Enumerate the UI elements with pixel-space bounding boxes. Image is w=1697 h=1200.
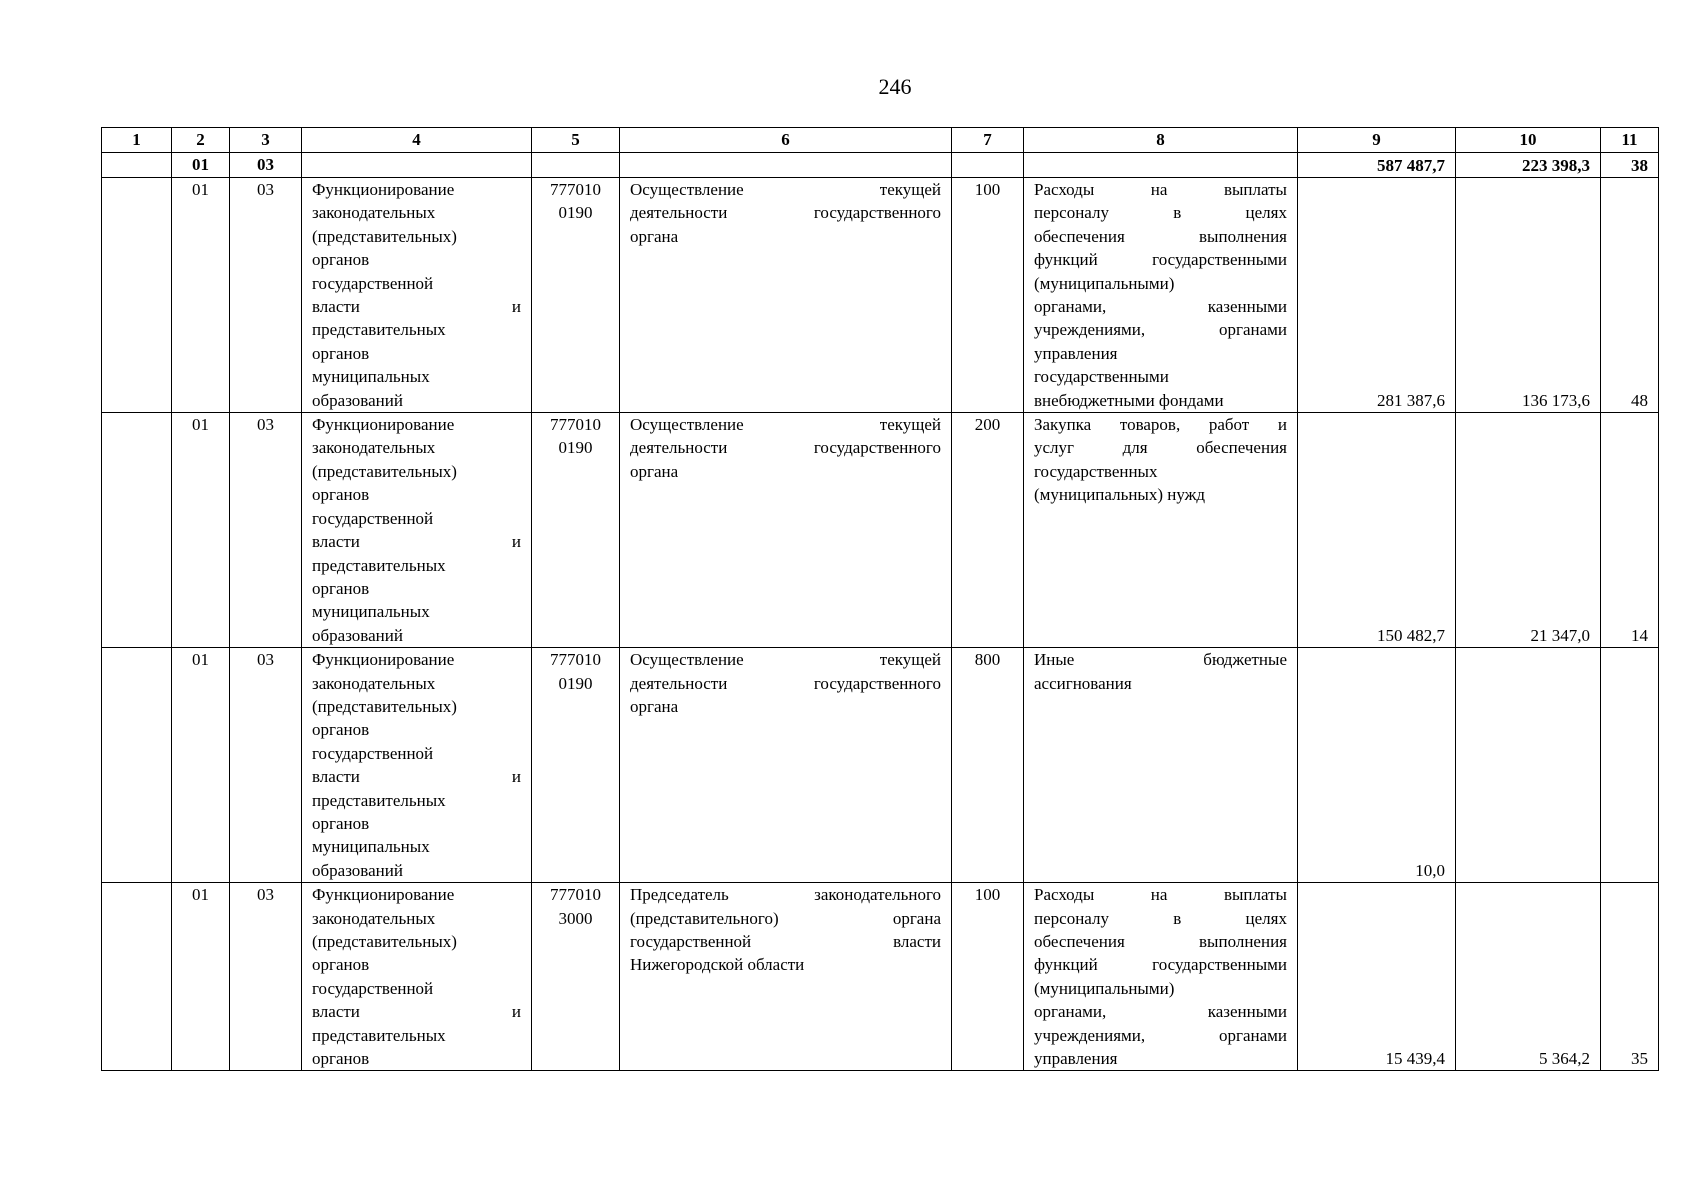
column-number-header-row [102, 128, 1659, 153]
section-name-line: законодательных [312, 673, 436, 693]
expense-type-name-line: государственных [1034, 461, 1158, 481]
target-article-code [532, 413, 620, 648]
header-cell-4: 4 [302, 128, 532, 153]
total-cell-5 [532, 153, 620, 178]
row-cell-1 [102, 413, 172, 648]
section-name-line: органов [312, 720, 370, 740]
subsection-code: 03 [230, 648, 302, 883]
target-article-code-line: 777010 [550, 885, 601, 905]
section-name-line: органов [312, 578, 370, 598]
expense-type-name-line: Расходы на выплаты [1034, 180, 1287, 199]
amount-col9: 281 387,6 [1298, 178, 1456, 413]
section-name-line: представительных [312, 555, 446, 575]
section-name-line: органов [312, 343, 370, 363]
section-name-line: органов [312, 1049, 370, 1069]
section-name [302, 178, 532, 413]
section-name-line: государственной [312, 273, 434, 293]
section-name-line: (представительных) [312, 226, 457, 246]
expense-type-code: 100 [952, 178, 1024, 413]
section-name-line: власти и [312, 1002, 521, 1022]
expense-type-code: 200 [952, 413, 1024, 648]
section-name-line: Функционирование [312, 415, 455, 435]
table-row [102, 883, 1659, 1071]
header-cell-2: 2 [172, 128, 230, 153]
header-cell-7: 7 [952, 128, 1024, 153]
target-article-code-line: 3000 [558, 908, 593, 928]
target-article-name-line: деятельности государственного [630, 438, 941, 458]
target-article-code [532, 178, 620, 413]
expense-type-name-line: обеспечения выполнения [1034, 226, 1287, 246]
section-name [302, 648, 532, 883]
amount-col10: 21 347,0 [1456, 413, 1601, 648]
expense-type-name-line: государственными [1034, 367, 1169, 387]
header-cell-9: 9 [1298, 128, 1456, 153]
amount-col9: 150 482,7 [1298, 413, 1456, 648]
subsection-code: 03 [230, 883, 302, 1071]
section-name-line: власти и [312, 532, 521, 552]
expense-type-name-line: функций государственными [1034, 955, 1287, 975]
expense-type-name-line: органами, казенными [1034, 297, 1287, 317]
section-name-line: (представительных) [312, 461, 457, 481]
expense-type-name-line: персоналу в целях [1034, 908, 1287, 928]
section-name-line: государственной [312, 508, 434, 528]
expense-type-name-line: ассигнования [1034, 673, 1132, 693]
header-cell-1: 1 [102, 128, 172, 153]
expense-type-name [1024, 648, 1298, 883]
target-article-code-line: 777010 [550, 650, 601, 670]
section-name-line: органов [312, 250, 370, 270]
amount-col10: 5 364,2 [1456, 883, 1601, 1071]
section-name-line: муниципальных [312, 837, 430, 857]
target-article-name-line: деятельности государственного [630, 673, 941, 693]
total-cell-7 [952, 153, 1024, 178]
target-article-code [532, 648, 620, 883]
target-article-name [620, 413, 952, 648]
section-name-line: образований [312, 625, 403, 645]
section-name-line: представительных [312, 320, 446, 340]
row-cell-1 [102, 883, 172, 1071]
section-name-line: органов [312, 813, 370, 833]
section-name-line: (представительных) [312, 932, 457, 951]
target-article-name-line: органа [630, 226, 679, 246]
total-subsection-code: 03 [230, 153, 302, 178]
subsection-code: 03 [230, 178, 302, 413]
expense-type-name-line: персоналу в целях [1034, 203, 1287, 223]
target-article-name-line: органа [630, 696, 679, 716]
target-article-name-line: органа [630, 461, 679, 481]
total-amount-col10: 223 398,3 [1456, 153, 1601, 178]
section-name-line: представительных [312, 1025, 446, 1045]
expense-type-name [1024, 413, 1298, 648]
section-total-row [102, 153, 1659, 178]
expense-type-name-line: функций государственными [1034, 250, 1287, 270]
section-name-line: законодательных [312, 438, 436, 458]
subsection-code: 03 [230, 413, 302, 648]
amount-col9: 10,0 [1298, 648, 1456, 883]
section-name-line: органов [312, 955, 370, 975]
header-cell-8: 8 [1024, 128, 1298, 153]
target-article-name-line: Осуществление текущей [630, 180, 941, 199]
total-cell-1 [102, 153, 172, 178]
expense-type-name-line: услуг для обеспечения [1034, 438, 1287, 458]
expense-type-name-line: внебюджетными фондами [1034, 390, 1224, 410]
target-article-name-line: государственной власти [630, 932, 941, 951]
target-article-name-line: Осуществление текущей [630, 650, 941, 670]
header-cell-11: 11 [1601, 128, 1659, 153]
row-cell-1 [102, 648, 172, 883]
target-article-code-line: 777010 [550, 180, 601, 199]
expense-type-name [1024, 178, 1298, 413]
section-name-line: власти и [312, 767, 521, 787]
budget-table [101, 127, 1659, 1071]
section-name-line: представительных [312, 790, 446, 810]
amount-col10 [1456, 648, 1601, 883]
table-row [102, 648, 1659, 883]
header-cell-6: 6 [620, 128, 952, 153]
section-name-line: органов [312, 485, 370, 505]
section-name [302, 413, 532, 648]
expense-type-name-line: Закупка товаров, работ и [1034, 415, 1287, 435]
target-article-code-line: 777010 [550, 415, 601, 435]
header-cell-10: 10 [1456, 128, 1601, 153]
total-percent-col11: 38 [1601, 153, 1659, 178]
page-number: 246 [878, 74, 912, 99]
section-code: 01 [172, 178, 230, 413]
target-article-code-line: 0190 [558, 438, 593, 458]
table-row [102, 178, 1659, 413]
total-cell-4 [302, 153, 532, 178]
total-cell-6 [620, 153, 952, 178]
header-cell-5: 5 [532, 128, 620, 153]
percent-col11: 48 [1601, 178, 1659, 413]
target-article-name-line: (представительного) органа [630, 908, 941, 928]
percent-col11: 14 [1601, 413, 1659, 648]
expense-type-name-line: управления [1034, 1049, 1118, 1069]
section-name-line: муниципальных [312, 367, 430, 387]
section-name-line: Функционирование [312, 885, 455, 905]
total-cell-8 [1024, 153, 1298, 178]
expense-type-name-line: (муниципальными) [1034, 978, 1175, 998]
section-code: 01 [172, 883, 230, 1071]
percent-col11 [1601, 648, 1659, 883]
target-article-name-line: Нижегородской области [630, 955, 805, 975]
target-article-name [620, 883, 952, 1071]
expense-type-code: 100 [952, 883, 1024, 1071]
total-section-code: 01 [172, 153, 230, 178]
section-name-line: государственной [312, 743, 434, 763]
section-name-line: Функционирование [312, 180, 455, 199]
total-amount-col9: 587 487,7 [1298, 153, 1456, 178]
target-article-code-line: 0190 [558, 203, 593, 223]
section-name-line: образований [312, 860, 403, 880]
expense-type-name-line: (муниципальными) [1034, 273, 1175, 293]
section-name-line: Функционирование [312, 650, 455, 670]
amount-col9: 15 439,4 [1298, 883, 1456, 1071]
target-article-code-line: 0190 [558, 673, 593, 693]
header-cell-3: 3 [230, 128, 302, 153]
expense-type-name-line: Иные бюджетные [1034, 650, 1287, 670]
section-code: 01 [172, 413, 230, 648]
section-name [302, 883, 532, 1071]
section-code: 01 [172, 648, 230, 883]
percent-col11: 35 [1601, 883, 1659, 1071]
target-article-name-line: Осуществление текущей [630, 415, 941, 435]
section-name-line: (представительных) [312, 696, 457, 716]
target-article-name-line: Председатель законодательного [630, 885, 941, 905]
section-name-line: государственной [312, 978, 434, 998]
target-article-name [620, 648, 952, 883]
section-name-line: власти и [312, 297, 521, 317]
expense-type-code: 800 [952, 648, 1024, 883]
expense-type-name [1024, 883, 1298, 1071]
expense-type-name-line: управления [1034, 343, 1118, 363]
expense-type-name-line: учреждениями, органами [1034, 1025, 1287, 1045]
target-article-code [532, 883, 620, 1071]
amount-col10: 136 173,6 [1456, 178, 1601, 413]
table-row [102, 413, 1659, 648]
section-name-line: образований [312, 390, 403, 410]
expense-type-name-line: (муниципальных) нужд [1034, 485, 1206, 505]
section-name-line: законодательных [312, 908, 436, 928]
expense-type-name-line: учреждениями, органами [1034, 320, 1287, 340]
section-name-line: законодательных [312, 203, 436, 223]
section-name-line: муниципальных [312, 602, 430, 622]
target-article-name [620, 178, 952, 413]
expense-type-name-line: органами, казенными [1034, 1002, 1287, 1022]
target-article-name-line: деятельности государственного [630, 203, 941, 223]
expense-type-name-line: Расходы на выплаты [1034, 885, 1287, 905]
row-cell-1 [102, 178, 172, 413]
expense-type-name-line: обеспечения выполнения [1034, 932, 1287, 951]
